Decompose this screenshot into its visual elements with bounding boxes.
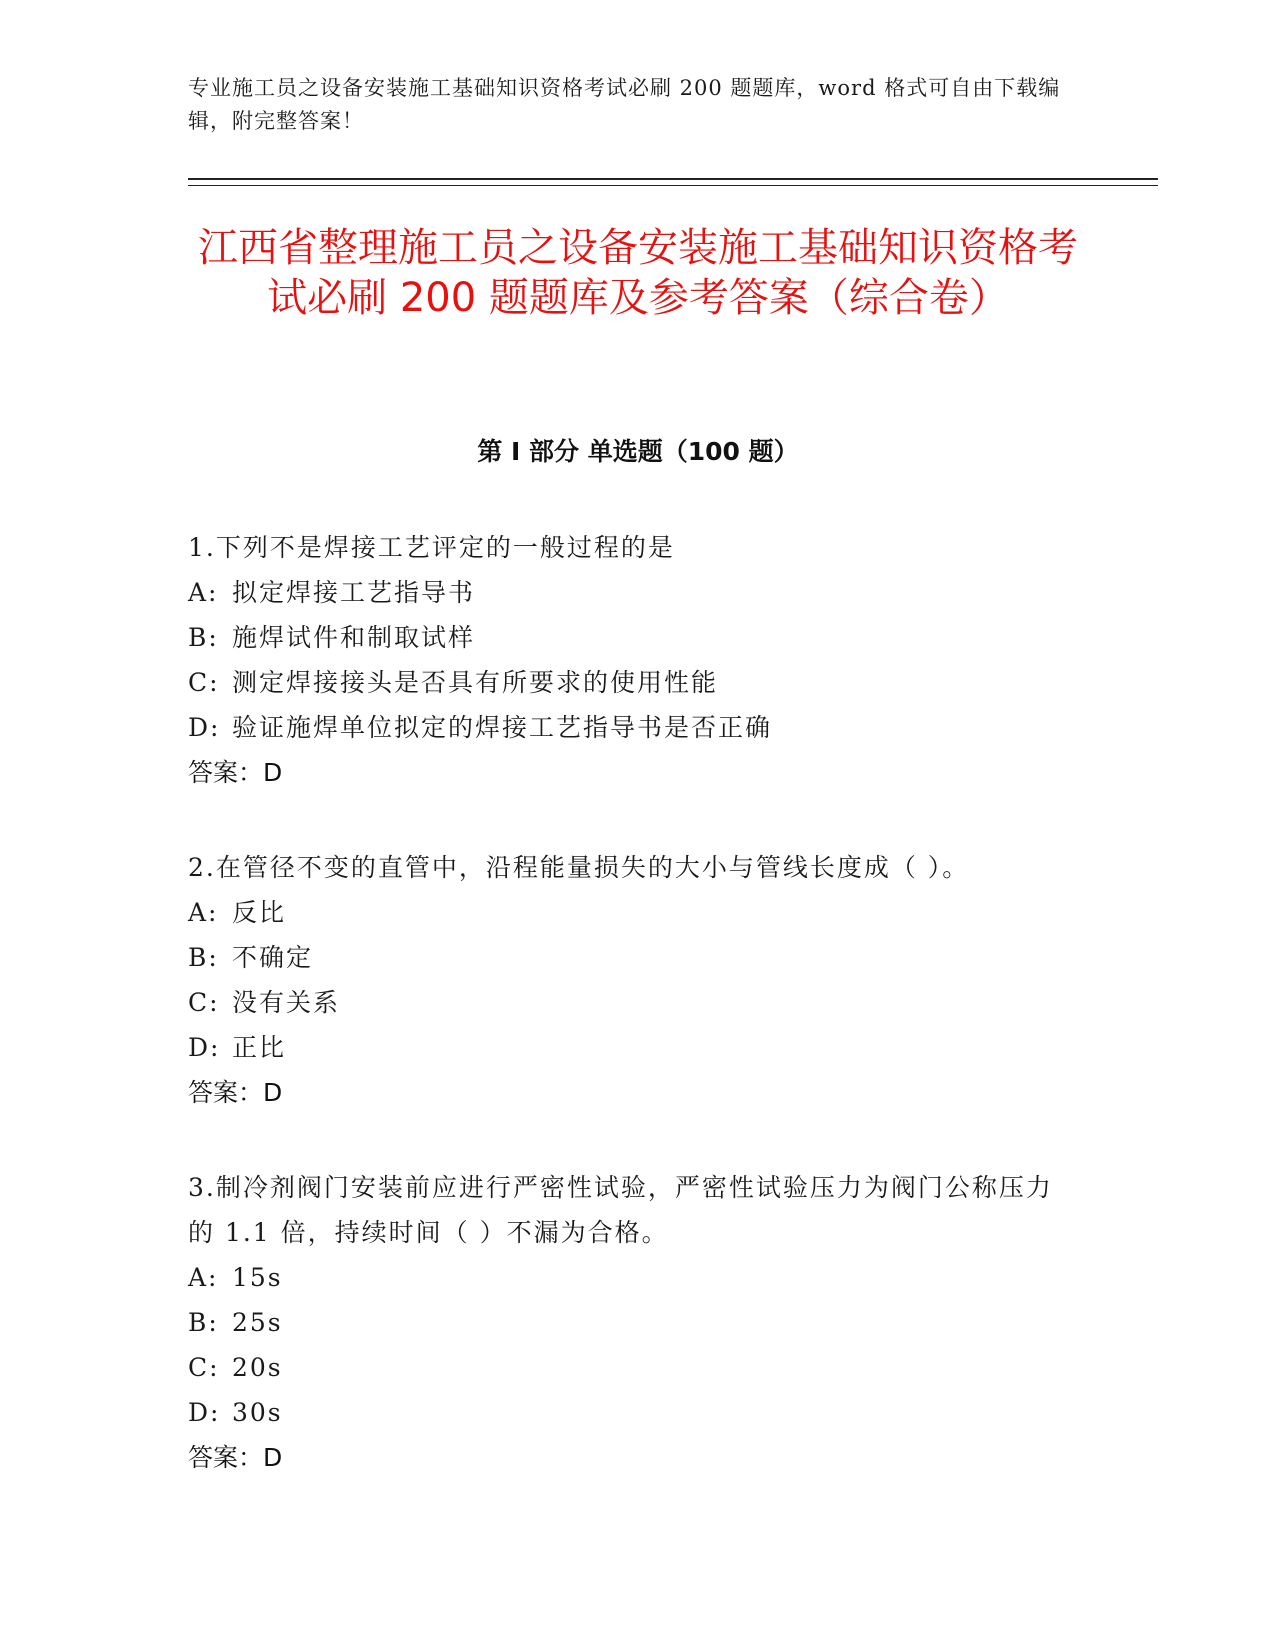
option-text: 25s [232, 1308, 283, 1337]
question-1 [188, 525, 1068, 795]
option-d [188, 1025, 1068, 1070]
document-title: 江西省整理施工员之设备安装施工基础知识资格考试必刷 200 题题库及参考答案（综合卷） [198, 225, 1078, 321]
option-label: C: [188, 988, 220, 1017]
option-label: A: [188, 1263, 219, 1292]
option-b [188, 1300, 1068, 1345]
header-note: 专业施工员之设备安装施工基础知识资格考试必刷 200 题题库，word 格式可自由下载编辑，附完整答案！ [188, 76, 1061, 133]
option-b [188, 615, 1068, 660]
option-a [188, 1255, 1068, 1300]
option-text: 验证施焊单位拟定的焊接工艺指导书是否正确 [232, 713, 773, 742]
option-text: 没有关系 [232, 988, 341, 1017]
question-3 [188, 1165, 1068, 1480]
option-label: D: [188, 1398, 221, 1427]
option-c [188, 980, 1068, 1025]
section-heading: 第 I 部分 单选题（100 题） [477, 437, 799, 466]
option-text: 测定焊接接头是否具有所要求的使用性能 [232, 668, 719, 697]
option-label: A: [188, 578, 219, 607]
header-divider-thick [188, 178, 1158, 180]
header-divider-thin [188, 185, 1158, 186]
option-label: A: [188, 898, 219, 927]
option-label: B: [188, 623, 219, 652]
option-d [188, 1390, 1068, 1435]
option-label: C: [188, 668, 220, 697]
question-stem: 1.下列不是焊接工艺评定的一般过程的是 [188, 533, 675, 562]
option-label: D: [188, 713, 221, 742]
option-text: 30s [232, 1398, 283, 1427]
option-label: C: [188, 1353, 220, 1382]
option-label: B: [188, 1308, 219, 1337]
question-stem: 2.在管径不变的直管中，沿程能量损失的大小与管线长度成（ ）。 [188, 853, 970, 882]
question-2 [188, 845, 1068, 1115]
question-stem: 3.制冷剂阀门安装前应进行严密性试验，严密性试验压力为阀门公称压力的 1.1 倍，持续时间（ ）不漏为合格。 [188, 1173, 1053, 1247]
option-a [188, 890, 1068, 935]
option-text: 拟定焊接工艺指导书 [232, 578, 476, 607]
option-c [188, 660, 1068, 705]
option-label: D: [188, 1033, 221, 1062]
option-b [188, 935, 1068, 980]
option-text: 反比 [232, 898, 287, 927]
option-d [188, 705, 1068, 750]
option-text: 施焊试件和制取试样 [232, 623, 476, 652]
option-a [188, 570, 1068, 615]
answer-line: 答案：D [188, 1443, 283, 1472]
option-label: B: [188, 943, 219, 972]
option-text: 15s [232, 1263, 283, 1292]
answer-line: 答案：D [188, 1078, 283, 1107]
option-text: 不确定 [232, 943, 314, 972]
option-text: 正比 [232, 1033, 287, 1062]
option-c [188, 1345, 1068, 1390]
answer-line: 答案：D [188, 758, 283, 787]
option-text: 20s [232, 1353, 283, 1382]
